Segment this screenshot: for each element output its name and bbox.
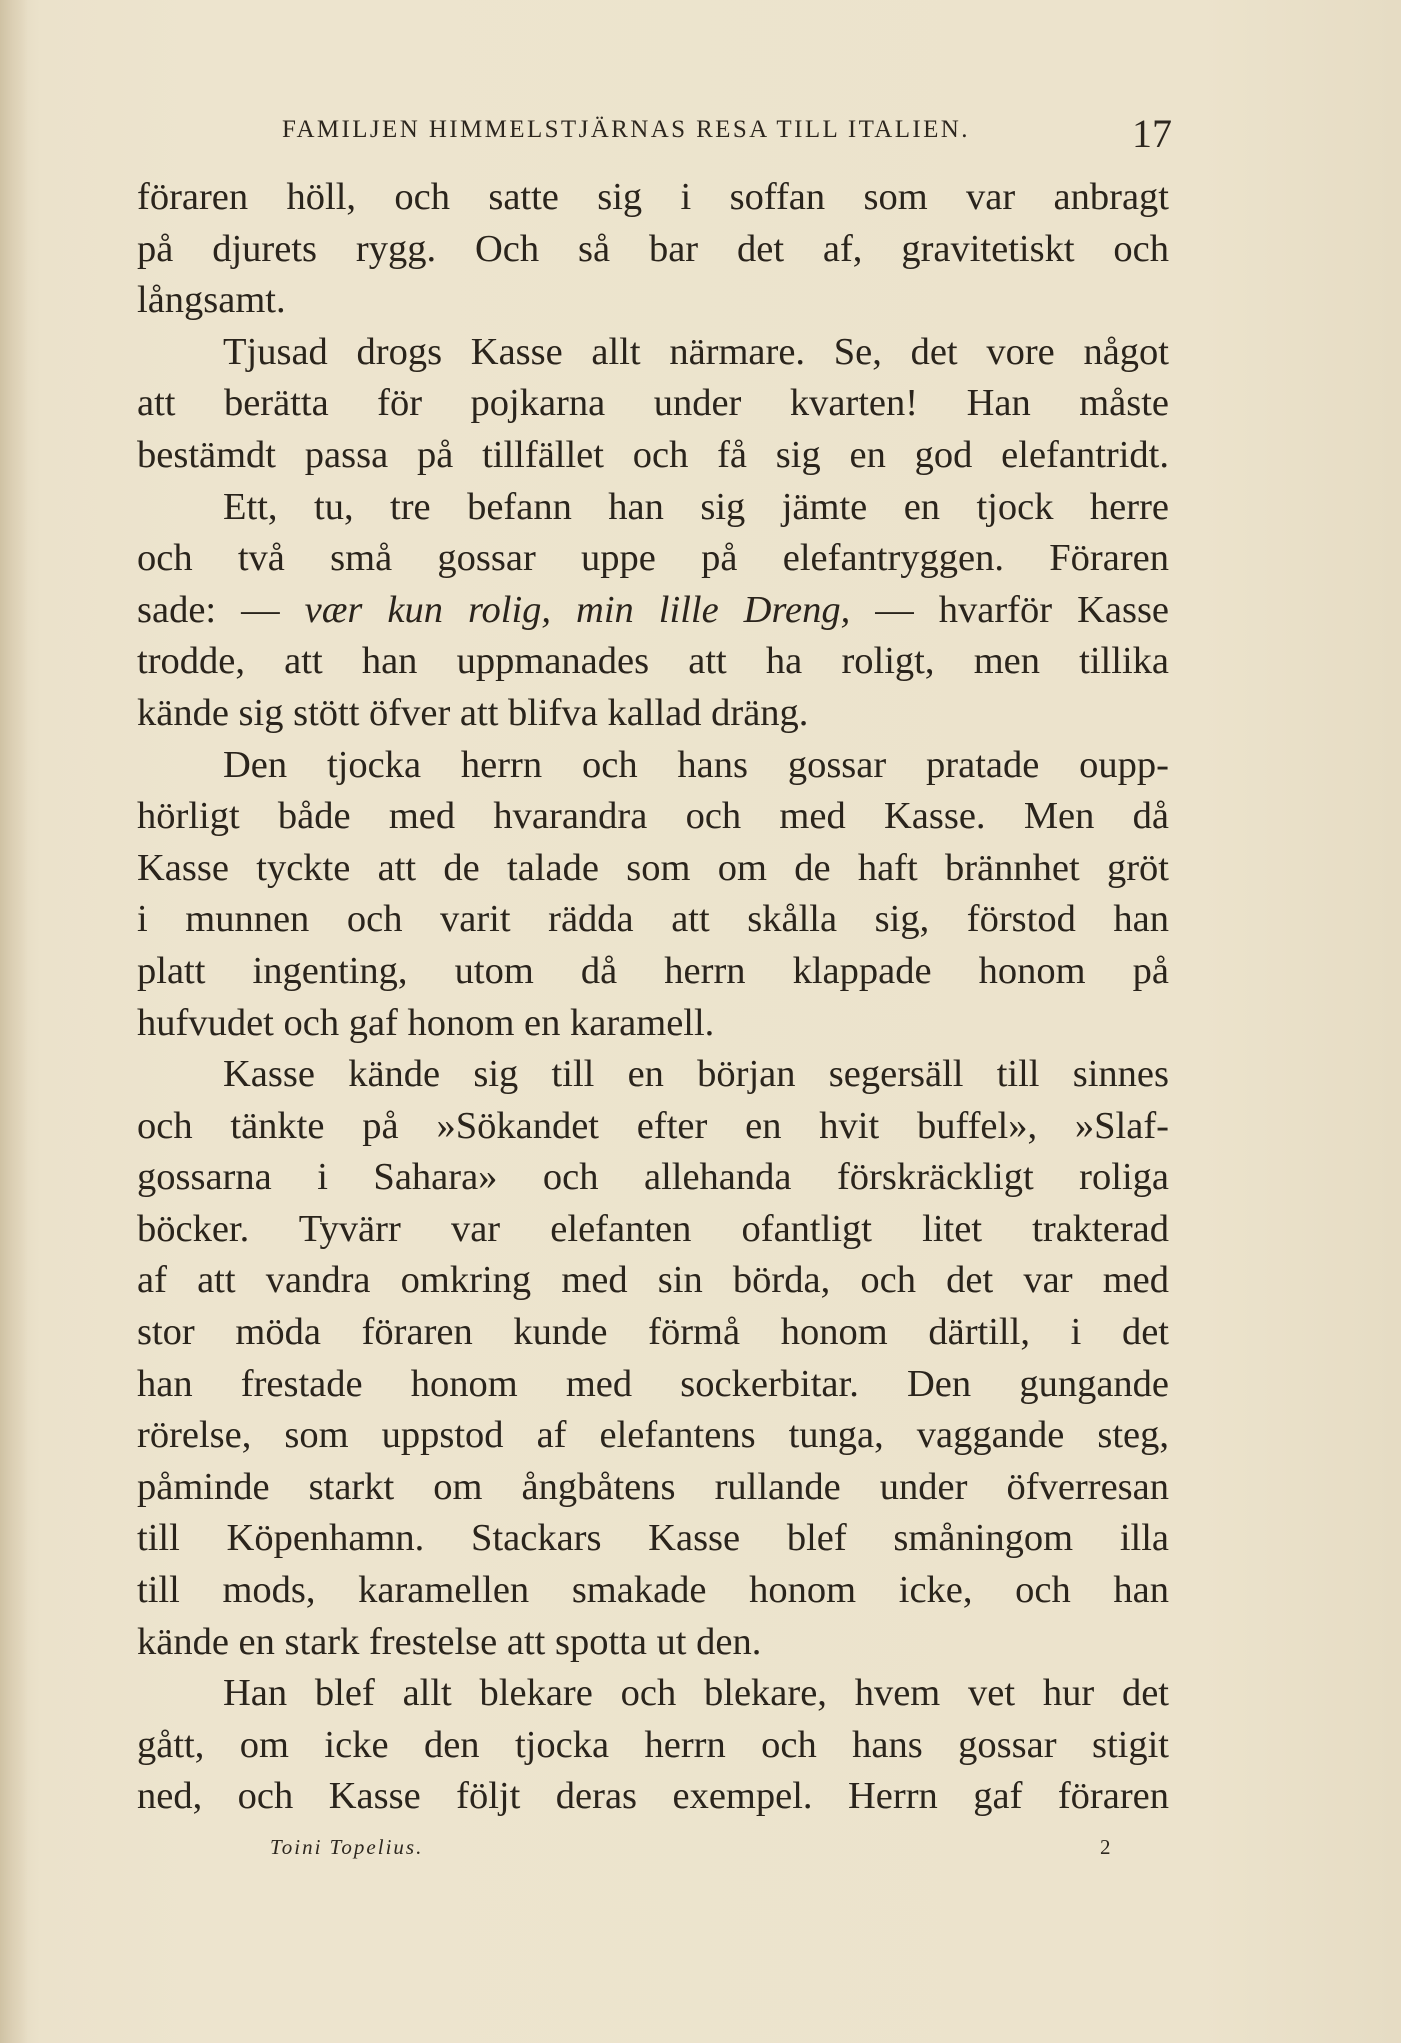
text-line: Ett, tu, tre befann han sig jämte en tjock herre bbox=[223, 485, 1169, 528]
text-line: långsamt. bbox=[137, 279, 286, 322]
text-line: och två små gossar uppe på elefantryggen. Föraren bbox=[137, 537, 1169, 580]
text-line: han frestade honom med sockerbitar. Den gungande bbox=[137, 1362, 1169, 1405]
text-line-with-quote bbox=[137, 585, 1169, 637]
text-line: Han blef allt blekare och blekare, hvem vet hur det bbox=[223, 1672, 1169, 1715]
text-line: på djurets rygg. Och så bar det af, gravitetiskt och bbox=[137, 227, 1169, 270]
text-line: kände sig stött öfver att blifva kallad dräng. bbox=[137, 691, 809, 734]
text-line: till Köpenhamn. Stackars Kasse blef småningom illa bbox=[137, 1517, 1169, 1560]
text-line: ned, och Kasse följt deras exempel. Herrn gaf föraren bbox=[137, 1775, 1169, 1818]
text-line: gått, om icke den tjocka herrn och hans gossar stigit bbox=[137, 1723, 1169, 1766]
text-line: föraren höll, och satte sig i soffan som var anbragt bbox=[137, 176, 1169, 218]
text-line: platt ingenting, utom då herrn klappade honom på bbox=[137, 949, 1169, 992]
text-line: gossarna i Sahara» och allehanda förskräckligt roliga bbox=[137, 1156, 1169, 1199]
running-head: FAMILJEN HIMMELSTJÄRNAS RESA TILL ITALIEN. bbox=[282, 116, 970, 143]
text-line: och tänkte på »Sökandet efter en hvit buffel», »Slaf- bbox=[137, 1104, 1169, 1147]
text-line: hörligt både med hvarandra och med Kasse. Men då bbox=[137, 795, 1169, 838]
text-line: trodde, att han uppmanades att ha roligt, men tillika bbox=[137, 640, 1169, 683]
text-line: Kasse kände sig till en början segersäll till sinnes bbox=[223, 1053, 1169, 1096]
text-line: stor möda föraren kunde förmå honom därtill, i det bbox=[137, 1311, 1169, 1354]
page-number: 17 bbox=[1132, 111, 1172, 156]
signature-mark: 2 bbox=[1100, 1835, 1111, 1859]
quote-tail: — hvarför Kasse bbox=[875, 588, 1170, 631]
text-line: Tjusad drogs Kasse allt närmare. Se, det vore något bbox=[223, 330, 1169, 373]
text-line: böcker. Tyvärr var elefanten ofantligt litet trakterad bbox=[137, 1207, 1169, 1250]
text-line: rörelse, som uppstod af elefantens tunga, vaggande steg, bbox=[137, 1414, 1169, 1457]
text-line: hufvudet och gaf honom en karamell. bbox=[137, 1001, 715, 1044]
text-line: att berätta för pojkarna under kvarten! Han måste bbox=[137, 382, 1169, 425]
text-line: af att vandra omkring med sin börda, och det var med bbox=[137, 1259, 1169, 1302]
body-text bbox=[137, 172, 1169, 1823]
italic-quote: vær kun rolig, min lille Dreng, bbox=[304, 588, 851, 631]
quote-lead: sade: — bbox=[137, 588, 280, 631]
text-line: Den tjocka herrn och hans gossar pratade oupp- bbox=[223, 743, 1169, 786]
page-spine-shadow bbox=[0, 0, 28, 2043]
text-line: i munnen och varit rädda att skålla sig, förstod han bbox=[137, 898, 1169, 941]
text-line: kände en stark frestelse att spotta ut den. bbox=[137, 1620, 762, 1663]
text-line: påminde starkt om ångbåtens rullande under öfverresan bbox=[137, 1465, 1169, 1508]
author-signature: Toini Topelius. bbox=[270, 1835, 424, 1859]
text-line: Kasse tyckte att de talade som om de haft brännhet gröt bbox=[137, 846, 1169, 889]
text-line: bestämdt passa på tillfället och få sig en god elefantridt. bbox=[137, 433, 1169, 476]
text-line: till mods, karamellen smakade honom icke, och han bbox=[137, 1569, 1169, 1612]
